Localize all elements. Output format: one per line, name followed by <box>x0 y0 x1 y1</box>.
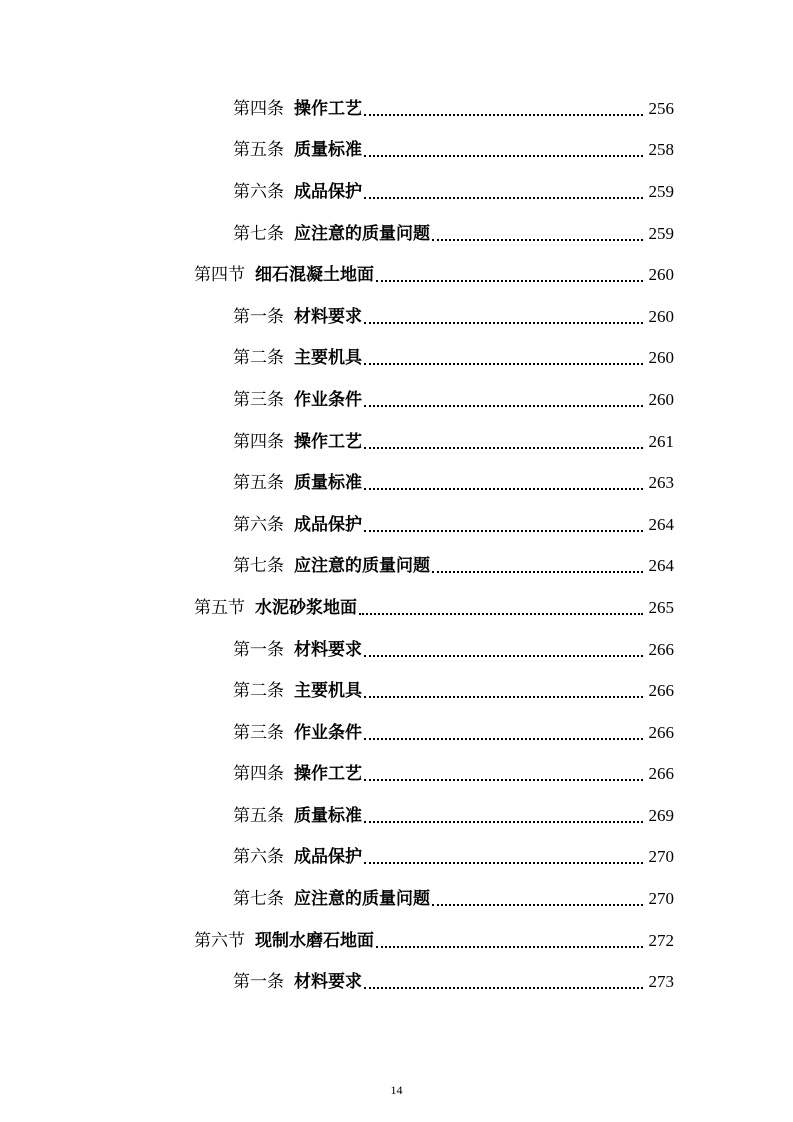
dot-leader <box>432 889 643 909</box>
toc-entry-number: 第四条 <box>233 764 284 785</box>
toc-entry-number: 第五节 <box>194 597 245 618</box>
toc-entry-page: 265 <box>648 597 674 617</box>
toc-entry-title: 材料要求 <box>294 972 362 993</box>
toc-entry-title: 作业条件 <box>294 389 362 410</box>
toc-entry-title: 主要机具 <box>294 681 362 702</box>
toc-entry-title: 质量标准 <box>294 140 362 161</box>
toc-entry-number: 第一条 <box>233 972 284 993</box>
toc-entry-number: 第三条 <box>233 722 284 743</box>
toc-entry[interactable] <box>0 878 793 920</box>
toc-entry-number: 第七条 <box>233 889 284 910</box>
toc-entry-number: 第三条 <box>233 389 284 410</box>
toc-entry-page: 260 <box>648 389 674 409</box>
toc-entry-number: 第四条 <box>233 431 284 452</box>
toc-entry-page: 258 <box>648 140 674 160</box>
toc-entry[interactable] <box>0 130 793 172</box>
toc-entry-number: 第五条 <box>233 473 284 494</box>
toc-entry-page: 260 <box>648 306 674 326</box>
toc-entry-page: 266 <box>648 681 674 701</box>
toc-entry-title: 成品保护 <box>294 514 362 535</box>
toc-entry[interactable] <box>0 795 793 837</box>
toc-entry[interactable] <box>0 379 793 421</box>
toc-entry-page: 270 <box>648 847 674 867</box>
toc-entry-title: 操作工艺 <box>294 98 362 119</box>
toc-entry-title: 质量标准 <box>294 805 362 826</box>
toc-entry-title: 细石混凝土地面 <box>255 265 374 286</box>
dot-leader <box>364 348 643 368</box>
toc-entry-number: 第四节 <box>194 265 245 286</box>
toc-entry-page: 260 <box>648 265 674 285</box>
toc-entry-page: 269 <box>648 805 674 825</box>
toc-entry-title: 应注意的质量问题 <box>294 556 430 577</box>
toc-entry-page: 273 <box>648 972 674 992</box>
dot-leader <box>364 515 643 535</box>
toc-entry-title: 应注意的质量问题 <box>294 889 430 910</box>
toc-entry-page: 259 <box>648 181 674 201</box>
toc-entry-number: 第七条 <box>233 223 284 244</box>
dot-leader <box>359 598 643 618</box>
dot-leader <box>364 640 643 660</box>
toc-entry-title: 水泥砂浆地面 <box>255 597 357 618</box>
toc-entry-page: 266 <box>648 764 674 784</box>
dot-leader <box>364 847 643 867</box>
toc-entry-number: 第二条 <box>233 348 284 369</box>
toc-entry-title: 材料要求 <box>294 639 362 660</box>
dot-leader <box>364 806 643 826</box>
toc-entry-number: 第五条 <box>233 805 284 826</box>
toc-entry-page: 272 <box>648 930 674 950</box>
toc-entry-title: 成品保护 <box>294 181 362 202</box>
dot-leader <box>376 931 643 951</box>
toc-entry-page: 264 <box>648 514 674 534</box>
toc-entry[interactable] <box>0 712 793 754</box>
toc-entry[interactable] <box>0 338 793 380</box>
toc-entry-page: 259 <box>648 223 674 243</box>
dot-leader <box>364 972 643 992</box>
dot-leader <box>364 307 643 327</box>
toc-entry-number: 第五条 <box>233 140 284 161</box>
toc-entry-number: 第六条 <box>233 181 284 202</box>
toc-entry-number: 第一条 <box>233 306 284 327</box>
toc-entry-title: 作业条件 <box>294 722 362 743</box>
toc-entry-number: 第六条 <box>233 514 284 535</box>
toc-entry[interactable] <box>0 462 793 504</box>
dot-leader <box>364 723 643 743</box>
toc-entry-number: 第二条 <box>233 681 284 702</box>
dot-leader <box>364 473 643 493</box>
toc-entry[interactable] <box>0 837 793 879</box>
toc-entry-number: 第四条 <box>233 98 284 119</box>
dot-leader <box>364 140 643 160</box>
dot-leader <box>364 182 643 202</box>
dot-leader <box>364 764 643 784</box>
dot-leader <box>364 681 643 701</box>
dot-leader <box>432 556 643 576</box>
toc-entry[interactable] <box>0 296 793 338</box>
table-of-contents <box>0 88 793 1003</box>
toc-section-entry[interactable] <box>0 587 793 629</box>
toc-entry-page: 261 <box>648 431 674 451</box>
toc-entry[interactable] <box>0 213 793 255</box>
toc-section-entry[interactable] <box>0 254 793 296</box>
toc-entry[interactable] <box>0 754 793 796</box>
dot-leader <box>376 265 643 285</box>
toc-entry-page: 266 <box>648 722 674 742</box>
dot-leader <box>364 99 643 119</box>
toc-entry-page: 264 <box>648 556 674 576</box>
toc-entry[interactable] <box>0 961 793 1003</box>
toc-entry-title: 操作工艺 <box>294 431 362 452</box>
toc-entry-page: 263 <box>648 473 674 493</box>
toc-section-entry[interactable] <box>0 920 793 962</box>
toc-entry-title: 主要机具 <box>294 348 362 369</box>
toc-entry-title: 质量标准 <box>294 473 362 494</box>
toc-entry-title: 操作工艺 <box>294 764 362 785</box>
toc-entry-number: 第七条 <box>233 556 284 577</box>
dot-leader <box>364 390 643 410</box>
toc-entry-page: 256 <box>648 98 674 118</box>
toc-entry-page: 260 <box>648 348 674 368</box>
toc-entry-title: 应注意的质量问题 <box>294 223 430 244</box>
toc-entry-number: 第六节 <box>194 930 245 951</box>
toc-entry-title: 成品保护 <box>294 847 362 868</box>
toc-entry-number: 第六条 <box>233 847 284 868</box>
dot-leader <box>432 224 643 244</box>
toc-entry[interactable] <box>0 546 793 588</box>
toc-entry-title: 现制水磨石地面 <box>255 930 374 951</box>
toc-entry[interactable] <box>0 421 793 463</box>
toc-entry-title: 材料要求 <box>294 306 362 327</box>
page-number: 14 <box>390 1083 403 1097</box>
toc-entry[interactable] <box>0 88 793 130</box>
toc-entry[interactable] <box>0 171 793 213</box>
toc-entry-page: 266 <box>648 639 674 659</box>
toc-entry[interactable] <box>0 504 793 546</box>
toc-entry[interactable] <box>0 670 793 712</box>
toc-entry-page: 270 <box>648 889 674 909</box>
toc-entry[interactable] <box>0 629 793 671</box>
toc-entry-number: 第一条 <box>233 639 284 660</box>
dot-leader <box>364 432 643 452</box>
